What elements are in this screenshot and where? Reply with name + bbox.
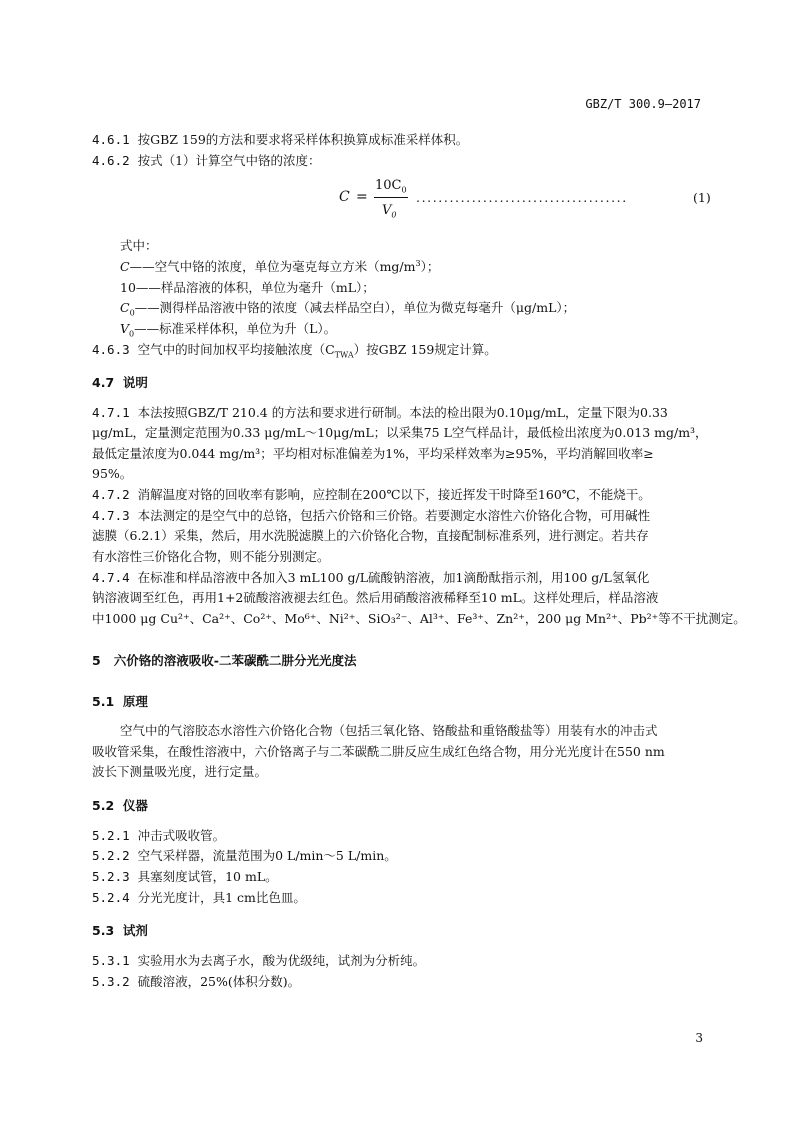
clause-5-2-2: 5.2.2 空气采样器，流量范围为0 L/min～5 L/min。	[92, 848, 397, 863]
clause-4-7-1-line4: 95%。	[92, 466, 133, 481]
clause-5-1-line3: 波长下测量吸光度，进行定量。	[92, 764, 268, 779]
formula-lhs: C	[339, 189, 350, 205]
section-4-7-heading: 4.7 说明	[92, 375, 148, 390]
where-ten: 10——样品溶液的体积，单位为毫升（mL）；	[120, 280, 375, 295]
clause-4-6-3: 4.6.3 空气中的时间加权平均接触浓度$(C_{TWA})$按GBZ 159规定计算。	[92, 342, 497, 360]
section-5-3-heading: 5.3 试剂	[92, 923, 148, 938]
clause-4-7-3-line3: 有水溶性三价铬化合物，则不能分别测定。	[92, 549, 330, 564]
clause-text: 按GBZ 159的方法和要求将采样体积换算成标准采样体积。	[137, 132, 469, 147]
formula-denominator: $V_0$	[382, 203, 397, 220]
clause-4-6-2	[92, 151, 321, 169]
where-intro: 式中：	[120, 238, 158, 253]
formula-numerator: $10C_0$	[375, 178, 407, 195]
fraction-bar	[374, 197, 408, 198]
clause-4-7-1-line2: μg/mL，定量测定范围为0.33 μg/mL～10μg/mL；以采集75 L空气样品计，最低检出浓度为0.013 mg/m³，	[92, 425, 708, 440]
document-code: GBZ/T 300.9—2017	[585, 97, 701, 111]
clause-5-2-1: 5.2.1 冲击式吸收管。	[92, 828, 226, 843]
clause-4-7-4-line3: 中1000 μg Cu²⁺、Ca²⁺、Co²⁺、Mo⁶⁺、Ni²⁺、SiO₃²⁻、Al³⁺、Fe³⁺、Zn²⁺，200 μg Mn²⁺、Pb²⁺等不干扰测定。	[92, 611, 746, 626]
where-c0: $C_0——$测得样品溶液中铬的浓度（减去样品空白），单位为微克每毫升（μg/mL）；	[120, 300, 576, 318]
where-c: C——空气中铬的浓度，单位为毫克每立方米$(mg/m^3)$；	[120, 258, 440, 274]
formula-label: (1)	[693, 190, 711, 205]
clause-4-7-4-line2: 钠溶液调至红色，再用1+2硫酸溶液褪去红色。然后用硝酸溶液稀释至10 mL。这样处理后，样品溶液	[92, 590, 659, 605]
clause-5-3-2: 5.3.2 硫酸溶液，25%(体积分数)。	[92, 974, 301, 989]
clause-number: 4.6.1	[92, 132, 130, 147]
section-5-heading: 5 六价铬的溶液吸收-二苯碳酰二肼分光光度法	[92, 653, 357, 668]
clause-5-3-1: 5.3.1 实验用水为去离子水，酸为优级纯，试剂为分析纯。	[92, 953, 426, 968]
where-v0: $V_0——$标准采样体积，单位为升（L）。	[120, 321, 337, 339]
clause-5-2-4: 5.2.4 分光光度计，具1 cm比色皿。	[92, 890, 306, 905]
clause-4-7-4-line1: 4.7.4 在标准和样品溶液中各加入3 mL100 g/L硫酸钠溶液，加1滴酚酞指示剂，用100 g/L氢氧化	[92, 570, 650, 585]
clause-4-7-3-line2: 滤膜（6.2.1）采集，然后，用水洗脱滤膜上的六价铬化合物，直接配制标准系列，进行测定。若共存	[92, 528, 649, 543]
clause-4-7-1-line1: 4.7.1 本法按照GBZ/T 210.4 的方法和要求进行研制。本法的检出限为0.10μg/mL，定量下限为0.33	[92, 405, 668, 420]
section-5-1-heading: 5.1 原理	[92, 694, 148, 709]
formula-equals: =	[356, 189, 368, 205]
clause-4-7-1-line3: 最低定量浓度为0.044 mg/m³；平均相对标准偏差为1%，平均采样效率为≥95%，平均消解回收率≥	[92, 446, 654, 461]
section-5-2-heading: 5.2 仪器	[92, 798, 148, 813]
clause-5-2-3: 5.2.3 具塞刻度试管，10 mL。	[92, 869, 278, 884]
clause-5-1-line1: 空气中的气溶胶态水溶性六价铬化合物（包括三氧化铬、铬酸盐和重铬酸盐等）用装有水的冲击式	[120, 723, 658, 738]
formula-leader-dots: ......................................	[416, 190, 628, 205]
clause-5-1-line2: 吸收管采集，在酸性溶液中，六价铬离子与二苯碳酰二肼反应生成红色络合物，用分光光度计在550 nm	[92, 744, 665, 759]
clause-4-6-1	[92, 130, 468, 148]
clause-4-7-3-line1: 4.7.3 本法测定的是空气中的总铬，包括六价铬和三价铬。若要测定水溶性六价铬化合物，可用碱性	[92, 508, 651, 523]
clause-text: 按式（1）计算空气中铬的浓度：	[137, 153, 321, 168]
page-number: 3	[695, 1031, 703, 1045]
clause-4-7-2: 4.7.2 消解温度对铬的回收率有影响，应控制在200℃以下，接近挥发干时降至160℃，不能烧干。	[92, 487, 651, 502]
clause-number: 4.6.2	[92, 153, 130, 168]
